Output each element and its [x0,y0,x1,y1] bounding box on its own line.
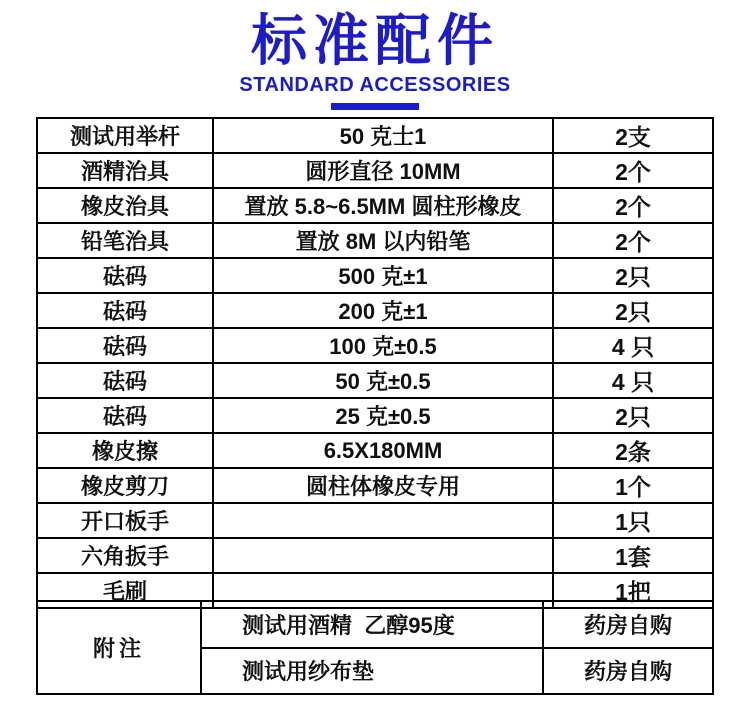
item-name-cell: 测试用举杆 [37,118,213,153]
item-spec-cell: 50 克士1 [213,118,553,153]
item-qty-cell: 4 只 [553,363,713,398]
item-spec-cell [213,538,553,573]
item-name-cell: 铅笔治具 [37,223,213,258]
table-row [37,328,713,363]
item-name-cell: 酒精治具 [37,153,213,188]
note-item-cell: 测试用酒精 乙醇95度 [201,601,543,648]
item-qty-cell: 2个 [553,188,713,223]
item-qty-cell: 2只 [553,293,713,328]
table-row [37,538,713,573]
page-subtitle: STANDARD ACCESSORIES [239,73,511,96]
item-spec-cell: 置放 5.8~6.5MM 圆柱形橡皮 [213,188,553,223]
notes-row [37,601,713,648]
item-name-cell: 毛刷 [37,573,213,608]
table-row [37,153,713,188]
item-spec-cell: 200 克±1 [213,293,553,328]
item-name-cell: 砝码 [37,363,213,398]
item-name-cell: 六角扳手 [37,538,213,573]
item-qty-cell: 2个 [553,153,713,188]
item-spec-cell: 50 克±0.5 [213,363,553,398]
table-row [37,468,713,503]
note-item-cell: 测试用纱布垫 [201,648,543,695]
item-qty-cell: 2只 [553,258,713,293]
item-name-cell: 橡皮治具 [37,188,213,223]
item-qty-cell: 4 只 [553,328,713,363]
table-row [37,363,713,398]
table-row [37,188,713,223]
note-source-cell: 药房自购 [543,648,713,695]
item-qty-cell: 2条 [553,433,713,468]
notes-label-cell: 附注 [37,601,201,694]
item-spec-cell: 25 克±0.5 [213,398,553,433]
table-row [37,118,713,153]
table-row [37,433,713,468]
item-spec-cell: 圆柱体橡皮专用 [213,468,553,503]
item-spec-cell: 100 克±0.5 [213,328,553,363]
item-qty-cell: 2个 [553,223,713,258]
item-name-cell: 橡皮擦 [37,433,213,468]
table-row [37,223,713,258]
item-spec-cell: 置放 8M 以内铅笔 [213,223,553,258]
item-qty-cell: 1套 [553,538,713,573]
item-name-cell: 砝码 [37,328,213,363]
item-name-cell: 砝码 [37,258,213,293]
page-title: 标准配件 [251,9,499,72]
table-row [37,503,713,538]
item-name-cell: 砝码 [37,398,213,433]
item-qty-cell: 1只 [553,503,713,538]
accessories-table-body [37,118,713,608]
page-header [0,0,750,110]
title-underline [331,103,419,110]
item-qty-cell: 1个 [553,468,713,503]
table-row [37,398,713,433]
table-row [37,293,713,328]
item-name-cell: 橡皮剪刀 [37,468,213,503]
item-spec-cell: 500 克±1 [213,258,553,293]
item-qty-cell: 2只 [553,398,713,433]
item-spec-cell [213,503,553,538]
item-name-cell: 砝码 [37,293,213,328]
item-name-cell: 开口板手 [37,503,213,538]
item-spec-cell: 圆形直径 10MM [213,153,553,188]
note-source-cell: 药房自购 [543,601,713,648]
item-qty-cell: 2支 [553,118,713,153]
item-spec-cell: 6.5X180MM [213,433,553,468]
accessories-table [36,117,714,609]
table-row [37,258,713,293]
notes-table [36,600,714,695]
item-qty-cell: 1把 [553,573,713,608]
